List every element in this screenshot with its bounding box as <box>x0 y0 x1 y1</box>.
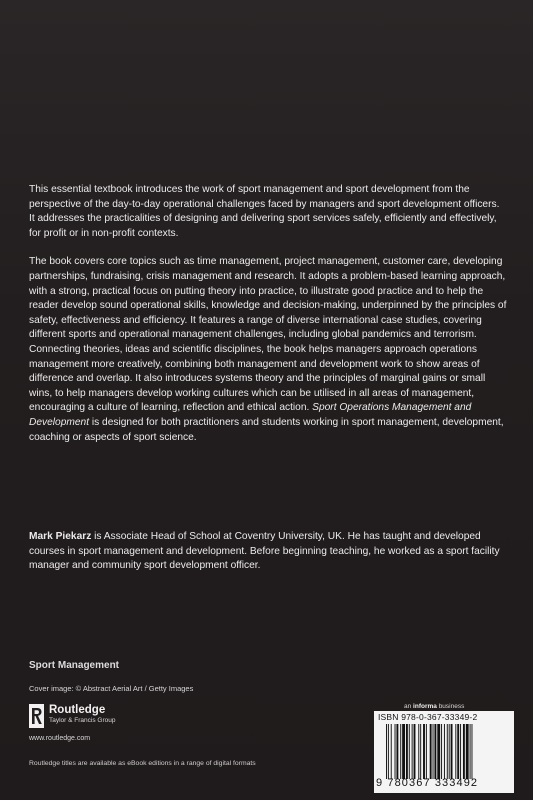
barcode-bar <box>395 724 396 779</box>
barcode-bar <box>451 724 453 779</box>
barcode-bar <box>412 724 413 779</box>
barcode-bar <box>391 724 392 779</box>
barcode-icon <box>384 724 504 779</box>
description-paragraph-2-text: The book covers core topics such as time management, project management, customer care, developing partnerships, fundraising, crisis management and research. It adopts a problem-based learning approach, with a strong, practical focus on putting theory into practice, to illustrate good practice and to help the reader develop sound operational skills, knowledge and decision-making, underpinned by the principles of safety, effectiveness and efficiency. It features a range of diverse international case studies, covering different sports and operational management challenges, including global pandemics and terrorism. Connecting theories, ideas and scientific disciplines, the book helps managers approach operations management more creatively, combining both management and development work to show areas of difference and overlap. It also introduces systems theory and the principles of marginal gains or small wins, to help managers develop working cultures which can be utilised in all areas of management, encouraging a culture of learning, reflection and ethical action. <box>29 256 507 414</box>
publisher-website: www.routledge.com <box>29 735 91 742</box>
publisher-group: Taylor & Francis Group <box>49 717 116 724</box>
book-description <box>29 183 507 459</box>
isbn-label: ISBN 978-0-367-33349-2 <box>378 712 478 722</box>
barcode-bar <box>420 724 421 779</box>
barcode-bar <box>433 724 434 779</box>
barcode-bar <box>434 724 436 779</box>
barcode-bar <box>426 724 427 779</box>
author-name: Mark Piekarz <box>29 531 92 542</box>
barcode-bar <box>449 724 450 779</box>
barcode-bar <box>430 724 432 779</box>
informa-prefix: an <box>404 703 414 710</box>
barcode-bar <box>447 724 448 779</box>
barcode-bar <box>418 724 419 779</box>
barcode-bar <box>406 724 408 779</box>
publisher-logo <box>29 704 115 728</box>
description-paragraph-2 <box>29 255 507 445</box>
barcode-digits: 9 780367 333492 <box>376 777 479 789</box>
author-bio <box>29 530 507 574</box>
barcode-bar <box>470 724 471 779</box>
publisher-name-block <box>49 704 115 725</box>
barcode-bar <box>457 724 459 779</box>
barcode-bar <box>386 724 387 779</box>
barcode-bar <box>402 724 405 779</box>
barcode-bar <box>414 724 416 779</box>
barcode-bar <box>396 724 398 779</box>
routledge-logo-icon <box>29 704 44 728</box>
barcode-bar <box>437 724 440 779</box>
description-paragraph-1: This essential textbook introduces the work of sport management and sport development from the perspective of the day-to-day operational challenges faced by managers and sport development officers. It addresses the practicalities of designing and delivering sport services safely, efficiently and effectively, for profit or in non-profit contexts. <box>29 184 500 239</box>
barcode-bar <box>388 724 389 779</box>
isbn-barcode-block <box>374 711 514 793</box>
author-bio-text: is Associate Head of School at Coventry University, UK. He has taught and developed courses in sport management and development. Before beginning teaching, he worked as a sport facility manager and community sport development officer. <box>29 531 500 572</box>
subject-category: Sport Management <box>29 660 120 671</box>
barcode-bar <box>463 724 465 779</box>
barcode-bar <box>409 724 410 779</box>
barcode-bar <box>423 724 425 779</box>
informa-brand: informa <box>413 703 437 710</box>
barcode-bar <box>460 724 461 779</box>
informa-business-tag <box>404 703 464 710</box>
ebook-availability-note: Routledge titles are available as eBook editions in a range of digital formats <box>29 760 256 767</box>
barcode-bar <box>472 724 473 779</box>
publisher-name: Routledge <box>49 704 106 716</box>
barcode-bar <box>441 724 442 779</box>
barcode-bar <box>400 724 401 779</box>
barcode-bar <box>466 724 469 779</box>
cover-image-credit: Cover image: © Abstract Aerial Art / Getty Images <box>29 684 194 693</box>
barcode-bar <box>444 724 445 779</box>
informa-suffix: business <box>436 703 465 710</box>
barcode-bar <box>455 724 456 779</box>
book-title: Sport Operations Management and Development <box>29 402 472 428</box>
description-paragraph-2-tail: is designed for both practitioners and students working in sport management, development, coaching or aspects of sport science. <box>29 416 504 443</box>
